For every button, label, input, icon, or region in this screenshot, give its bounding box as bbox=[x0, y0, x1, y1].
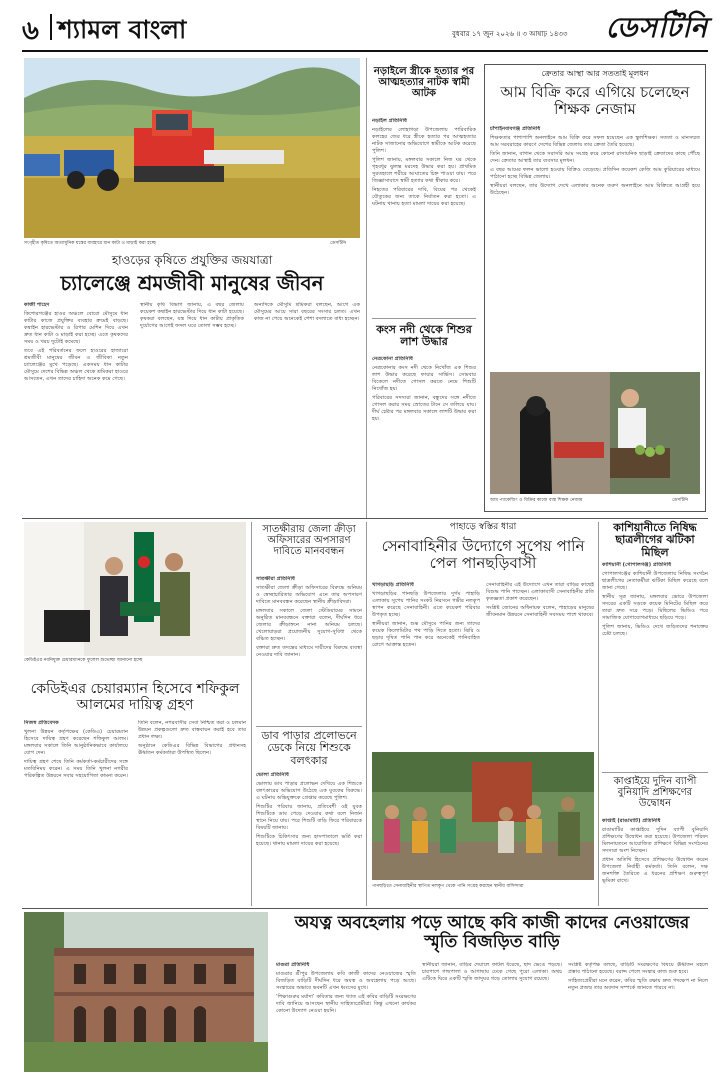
haor-para-2: তবে এই পরিবর্তনের ফলে হাওরের হাজারো শ্রমজীবী মানুষের জীবন ও জীবিকা নতুন চ্যালেঞ্জের মুখে পড়েছে। একসময় ধান কাটার মৌসুমে দেশের বিভিন্ন অঞ্চল থেকে শ্রমিকরা হাওরে আসতেন, এখন তাদের চাহিদা অনেক কমে গেছে। bbox=[24, 348, 128, 382]
kdea-para-3: তিনি বলেন, নগরবাসীর সেবা নিশ্চিত করা ও চলমান উন্নয়ন প্রকল্পগুলো দ্রুত বাস্তবায়ন করাই হবে তার প্রধান লক্ষ্য। bbox=[138, 720, 246, 740]
kazi-para-4: সংশ্লিষ্ট কর্তৃপক্ষ বলছে, বাড়িটি সংরক্ষণের বিষয়ে ঊর্ধ্বতন মহলে প্রস্তাব পাঠানো হয়েছে। বরাদ্দ পেলে সংস্কার কাজ শুরু হবে। bbox=[568, 962, 708, 975]
section-title: শ্যামল বাংলা bbox=[58, 15, 187, 44]
water-kicker: পাহাড়ে স্বস্তির ধারা bbox=[449, 522, 517, 532]
mango-caption: আম প্যাকেজিং ও বিক্রির কাজে ব্যস্ত শিক্ষক নেজাম bbox=[490, 498, 583, 503]
water-dateline: খাগড়াছড়ি প্রতিনিধি bbox=[372, 582, 414, 588]
harvester-caption: সংগৃহীত কৃষিতে অত্যাধুনিক যন্ত্রের ব্যবহারে ধান কাটা ও মাড়াই করা হচ্ছে bbox=[24, 241, 156, 246]
mango-dateline: চাঁপাইনবাবগঞ্জ প্রতিনিধি bbox=[490, 126, 541, 132]
kashiani-body bbox=[602, 562, 708, 774]
narail-headline: নড়াইলে স্ত্রীকে হত্যার পর আত্মহত্যার নাটক স্বামী আটক bbox=[373, 66, 475, 100]
kazi-headline: অযত্ন অবহেলায় পড়ে আছে কবি কাজী কাদের নেওয়াজের স্মৃতি বিজড়িত বাড়ি bbox=[294, 913, 690, 953]
haor-body-col-3 bbox=[254, 302, 360, 512]
dab-headline: ডাব পাড়ার প্রলোভনে ডেকে নিয়ে শিশুকে বলৎকার bbox=[261, 729, 357, 767]
kdea-photo bbox=[24, 522, 246, 656]
kazi-body-col-3 bbox=[568, 962, 708, 1074]
haor-kicker: হাওড়ের কৃষিতে প্রযুক্তির জয়যাত্রা bbox=[111, 253, 273, 267]
kdea-para-4: অনুষ্ঠানে কেডিএর বিভিন্ন বিভাগের প্রধানসহ ঊর্ধ্বতন কর্মকর্তারা উপস্থিত ছিলেন। bbox=[138, 743, 246, 756]
kdea-body-col-1 bbox=[24, 720, 128, 904]
kaptai-dateline: কাপ্তাই (রাঙামাটি) প্রতিনিধি bbox=[602, 818, 661, 824]
page-header bbox=[22, 8, 708, 46]
header-rule bbox=[22, 50, 708, 52]
satkhira-dateline: সাতক্ষীরা প্রতিনিধি bbox=[256, 576, 295, 582]
kazi-body-col-1 bbox=[276, 962, 416, 1074]
haor-para-1: কিশোরগঞ্জের হাওর অঞ্চলে বোরো মৌসুমে ধান কাটার কাজে প্রযুক্তির ব্যবহার ক্রমেই বাড়ছে। কম্বাইন হারভেস্টার ও রিপার মেশিন দিয়ে এখন দ্রুত ধান কাটা ও মাড়াই করা হচ্ছে। এতে কৃষকদের সময় ও খরচ দুটোই কমেছে। bbox=[24, 311, 128, 345]
water-para-4: সংশ্লিষ্ট জোনের অধিনায়ক বলেন, পাহাড়ের মানুষের জীবনমান উন্নয়নে সেনাবাহিনী সবসময় পাশে থাকবে। bbox=[486, 605, 594, 618]
dab-para-1: ভোলায় ডাব পাড়ার প্রলোভন দেখিয়ে এক শিশুকে বলৎকারের অভিযোগ উঠেছে এক যুবকের বিরুদ্ধে। এ ঘটনায় অভিযুক্তকে গ্রেপ্তার করেছে পুলিশ। bbox=[256, 781, 362, 801]
harvester-illustration bbox=[24, 58, 360, 238]
mango-headline: আম বিক্রি করে এগিয়ে চলেছেন শিক্ষক নেজাম bbox=[500, 83, 690, 118]
haor-body-col-2 bbox=[140, 302, 244, 512]
kaptai-para-2: প্রধান অতিথি হিসেবে প্রশিক্ষণের উদ্বোধন করেন উপজেলা নির্বাহী কর্মকর্তা। তিনি বলেন, দক্ষ জনশক্তি তৈরিতে এ ধরনের প্রশিক্ষণ গুরুত্বপূর্ণ ভূমিকা রাখে। bbox=[602, 857, 708, 884]
mango-para-4: স্থানীয়রা বলছেন, তার উদ্যোগ দেখে এলাকার অনেক তরুণ অনলাইনে আম বিক্রিতে আগ্রহী হয়ে উঠেছেন। bbox=[490, 183, 700, 196]
satkhira-para-3: বক্তারা দ্রুত তদন্তের মাধ্যমে দায়ীদের বিরুদ্ধে ব্যবস্থা নেওয়ার দাবি জানান। bbox=[256, 645, 362, 658]
kazi-para-2: ‘শিক্ষাগুরুর মর্যাদা’ কবিতার জন্য খ্যাত এই কবির বাড়িটি সংরক্ষণের দাবি জানিয়ে আসছেন স্থানীয় সাহিত্যপ্রেমীরা। কিন্তু এখনো কার্যকর কোনো উদ্যোগ নেওয়া হয়নি। bbox=[276, 994, 416, 1014]
kdea-dateline: নিজস্ব প্রতিবেদক bbox=[24, 720, 59, 726]
section-rule bbox=[602, 772, 708, 773]
haor-para-3: স্থানীয় কৃষি বিভাগ জানায়, এ বছর জেলায় কয়েকশ কম্বাইন হারভেস্টার দিয়ে ধান কাটা হয়েছে। কৃষকরা বলছেন, যন্ত্র দিয়ে ধান কাটায় প্রাকৃতিক দুর্যোগের আগেই ফসল ঘরে তোলা সম্ভব হচ্ছে। bbox=[140, 302, 244, 329]
water-body-col-1 bbox=[372, 582, 480, 748]
dab-dateline: ভোলা প্রতিনিধি bbox=[256, 772, 289, 778]
narail-dateline: নড়াইল প্রতিনিধি bbox=[372, 118, 407, 124]
narail-body bbox=[372, 118, 476, 314]
kdea-para-2: দায়িত্ব গ্রহণ শেষে তিনি কর্মকর্তা-কর্মচারীদের সঙ্গে মতবিনিময় করেন। এ সময় তিনি খুলনা নগরীর পরিকল্পিত উন্নয়নে সবার সহযোগিতা কামনা করেন। bbox=[24, 759, 128, 779]
kdea-headline: কেডিইএর চেয়ারম্যান হিসেবে শফিকুল আলমের দায়িত্ব গ্রহণ bbox=[30, 681, 240, 713]
kangsha-dateline: নেত্রকোনা প্রতিনিধি bbox=[372, 356, 413, 362]
section-rule bbox=[256, 726, 362, 727]
haor-para-4: অন্যদিকে মৌসুমি শ্রমিকরা বলছেন, আগে এক মৌসুমের আয়ে সারা বছরের সংসার চলত। এখন কাজ না পেয়ে অনেকেই পেশা বদলাতে বাধ্য হচ্ছেন। bbox=[254, 302, 360, 322]
water-para-3: সেনাবাহিনীর এই উদ্যোগে এখন তারা বাড়ির কাছেই বিশুদ্ধ পানি পাচ্ছেন। এলাকাবাসী সেনাবাহিনীর প্রতি কৃতজ্ঞতা প্রকাশ করেছেন। bbox=[486, 582, 594, 602]
kashiani-para-2: স্থানীয় সূত্র জানায়, মঙ্গলবার ভোরে উপজেলা সদরের একটি সড়কে কয়েক মিনিটের মিছিল করে তারা দ্রুত সরে পড়ে। মিছিলের ভিডিও পরে সামাজিক যোগাযোগমাধ্যমে ছড়িয়ে পড়ে। bbox=[602, 594, 708, 621]
satkhira-body bbox=[256, 576, 362, 722]
kdea-caption: কেডিইএর নবনিযুক্ত চেয়ারম্যানকে ফুলেল শুভেচ্ছা জানানো হচ্ছে bbox=[24, 658, 143, 663]
narail-para-3: নিহতের পরিবারের দাবি, বিয়ের পর থেকেই যৌতুকের জন্য তাকে নির্যাতন করা হতো। এ ঘটনায় থানায় হত্যা মামলা দায়ের করা হয়েছে। bbox=[372, 187, 476, 207]
horizontal-rule bbox=[22, 908, 708, 909]
kaptai-headline: কাপ্তাইয়ে দুদিন ব্যাপী বুনিয়াদি প্রশিক্ষণের উদ্বোধন bbox=[613, 776, 697, 810]
column-rule bbox=[366, 522, 367, 906]
horizontal-rule bbox=[22, 518, 708, 519]
dab-body bbox=[256, 772, 362, 904]
water-headline: সেনাবাহিনীর উদ্যোগে সুপেয় পানি পেল পানছড়িবাসী bbox=[381, 537, 585, 572]
dab-para-2: শিশুটির পরিবার জানায়, প্রতিবেশী ওই যুবক শিশুটিকে ডাব পেড়ে দেওয়ার কথা বলে নির্জন স্থানে নিয়ে যায়। পরে শিশুটি বাড়ি ফিরে পরিবারকে বিষয়টি জানায়। bbox=[256, 804, 362, 831]
mango-kicker: ক্রেতার আস্থা আর সততাই মূলধন bbox=[541, 69, 649, 78]
mango-illustration bbox=[490, 372, 700, 494]
water-para-2: স্থানীয়রা জানান, শুষ্ক মৌসুমে পানির জন্য তাদের কয়েক কিলোমিটার পথ পাড়ি দিতে হতো। ঝিরি ও ছড়ার দূষিত পানি পান করে অনেকেই পানিবাহিত রোগে আক্রান্ত হতেন। bbox=[372, 621, 480, 648]
harvester-credit: ডেসটিনি bbox=[330, 241, 347, 246]
mango-body bbox=[490, 126, 700, 364]
mango-para-2: তিনি জানান, বাগান থেকে সরাসরি আম সংগ্রহ করে কোনো রাসায়নিক ছাড়াই ক্রেতাদের কাছে পৌঁছে দেন। ক্রেতার আস্থাই তার ব্যবসার মূলধন। bbox=[490, 151, 700, 164]
kashiani-headline: কাশিয়ানীতে নিষিদ্ধ ছাত্রলীগের ঝটিকা মিছিল bbox=[613, 521, 697, 559]
kazi-dateline: মাগুরা প্রতিনিধি bbox=[276, 962, 310, 968]
kaptai-para-1: রাঙামাটির কাপ্তাইয়ে দুদিন ব্যাপী বুনিয়াদি প্রশিক্ষণের উদ্বোধন করা হয়েছে। উপজেলা পরিষদ মিলনায়তনে আয়োজিত প্রশিক্ষণে বিভিন্ন সংগঠনের সদস্যরা অংশ নিচ্ছেন। bbox=[602, 827, 708, 854]
kangsha-para-1: নেত্রকোনার কংস নদী থেকে নিখোঁজ এক শিশুর লাশ উদ্ধার করেছে ফায়ার সার্ভিস। সোমবার বিকেলে নদীতে গোসল করতে নেমে শিশুটি নিখোঁজ হয়। bbox=[372, 365, 476, 392]
kashiani-para-3: পুলিশ জানায়, ভিডিও দেখে জড়িতদের শনাক্তের চেষ্টা চলছে। bbox=[602, 624, 708, 637]
section-rule bbox=[372, 318, 476, 319]
kdea-para-1: খুলনা উন্নয়ন কর্তৃপক্ষের (কেডিএ) চেয়ারম্যান হিসেবে দায়িত্ব গ্রহণ করেছেন শফিকুল আলম। মঙ্গলবার সকালে তিনি আনুষ্ঠানিকভাবে কার্যালয়ে যোগ দেন। bbox=[24, 729, 128, 756]
kashiani-dateline: কাশিয়ানী (গোপালগঞ্জ) প্রতিনিধি bbox=[602, 562, 672, 568]
mango-credit: ডেসটিনি bbox=[672, 498, 689, 503]
brand-logo: ডেসটিনি bbox=[605, 11, 708, 44]
kazi-house-illustration bbox=[24, 912, 268, 1072]
narail-para-2: পুলিশ জানায়, মঙ্গলবার সকালে নিজ ঘর থেকে গৃহবধূর ঝুলন্ত মরদেহ উদ্ধার করা হয়। প্রাথমিক সুরতহালে শরীরে আঘাতের চিহ্ন পাওয়া যায়। পরে জিজ্ঞাসাবাদে স্বামী হত্যার কথা স্বীকার করে। bbox=[372, 157, 476, 184]
water-photo bbox=[372, 752, 594, 880]
water-body-col-2 bbox=[486, 582, 594, 748]
water-para-1: খাগড়াছড়ির পানছড়ি উপজেলার দুর্গম পাহাড়ি এলাকায় সুপেয় পানির সংকট নিরসনে গভীর নলকূপ স্থাপন করেছে সেনাবাহিনী। এতে কয়েকশ পরিবার উপকৃত হচ্ছে। bbox=[372, 591, 480, 618]
kazi-para-3: স্থানীয়রা জানান, বাড়ির দেয়ালে ফাটল ধরেছে, ছাদ ভেঙে পড়ছে। চারপাশে গাছপালা ও আগাছায় ঢেকে গেছে পুরো এলাকা। অথচ এটিকে ঘিরে একটি স্মৃতি জাদুঘর গড়ে তোলার সুযোগ রয়েছে। bbox=[422, 962, 562, 982]
satkhira-para-1: সাতক্ষীরা জেলা ক্রীড়া অফিসারের বিরুদ্ধে অনিয়ম ও স্বেচ্ছাচারিতার অভিযোগ এনে তার অপসারণ দাবিতে মানববন্ধন করেছেন স্থানীয় ক্রীড়াবিদরা। bbox=[256, 585, 362, 605]
kazi-para-1: মাগুরার শ্রীপুর উপজেলায় কবি কাজী কাদের নেওয়াজের স্মৃতি বিজড়িত বাড়িটি দীর্ঘদিন ধরে অযত্ন ও অবহেলায় পড়ে আছে। সংস্কারের অভাবে ভবনটি এখন ধ্বংসের মুখে। bbox=[276, 971, 416, 991]
narail-para-1: নড়াইলের লোহাগড়া উপজেলায় পারিবারিক কলহের জের ধরে স্ত্রীকে হত্যার পর আত্মহত্যার নাটক সাজানোর অভিযোগে স্বামীকে আটক করেছে পুলিশ। bbox=[372, 127, 476, 154]
kangsha-para-2: পরিবারের সদস্যরা জানান, বন্ধুদের সঙ্গে নদীতে গোসল করার সময় স্রোতের টানে সে তলিয়ে যায়। দীর্ঘ চেষ্টার পর মঙ্গলবার সকালে লাশটি উদ্ধার করা হয়। bbox=[372, 395, 476, 422]
kazi-body-col-2 bbox=[422, 962, 562, 1074]
mango-photo bbox=[490, 372, 700, 494]
kazi-para-5: সাহিত্যপ্রেমীরা মনে করেন, কবির স্মৃতি রক্ষায় দ্রুত পদক্ষেপ না নিলে নতুন প্রজন্ম তার অবদান সম্পর্কে জানতে পারবে না। bbox=[568, 978, 708, 991]
page-number: ৬ bbox=[22, 16, 39, 46]
haor-body-col-1 bbox=[24, 302, 128, 512]
kashiani-para-1: গোপালগঞ্জের কাশিয়ানী উপজেলায় নিষিদ্ধ সংগঠন ছাত্রলীগের নেতাকর্মীরা ঝটিকা মিছিল করেছে বলে জানা গেছে। bbox=[602, 571, 708, 591]
kangsha-headline: কংস নদী থেকে শিশুর লাশ উদ্ধার bbox=[376, 323, 472, 349]
satkhira-headline: সাতক্ষীরায় জেলা ক্রীড়া অফিসারের অপসারণ দাবিতে মানববন্ধন bbox=[262, 524, 356, 558]
water-illustration bbox=[372, 752, 594, 880]
kdea-illustration bbox=[24, 522, 246, 656]
haor-dateline: কাজী শাহেদ bbox=[24, 302, 50, 308]
dab-para-3: শিশুটিকে চিকিৎসার জন্য হাসপাতালে ভর্তি করা হয়েছে। থানায় মামলা দায়ের করা হয়েছে। bbox=[256, 834, 362, 847]
kdea-body-col-2 bbox=[138, 720, 246, 904]
kaptai-body bbox=[602, 818, 708, 904]
column-rule bbox=[366, 58, 367, 518]
water-caption: পানছড়িতে সেনাবাহিনীর স্থাপিত নলকূপ থেকে পানি সংগ্রহ করছেন স্থানীয় বাসিন্দারা bbox=[372, 884, 524, 889]
haor-headline: চ্যালেঞ্জে শ্রমজীবী মানুষের জীবন bbox=[60, 271, 324, 295]
column-rule bbox=[251, 522, 252, 906]
header-divider bbox=[50, 14, 52, 40]
column-rule bbox=[598, 522, 599, 906]
mango-para-3: এ বছর আমের ফলন ভালো হওয়ায় বিক্রিও বেড়েছে। প্রতিদিন কয়েকশ কেজি আম কুরিয়ারের মাধ্যমে পাঠানো হচ্ছে বিভিন্ন জেলায়। bbox=[490, 167, 700, 180]
kangsha-body bbox=[372, 356, 476, 514]
issue-date: বুধবার ১৭ জুন ২০২৬ ॥ ৩ আষাঢ় ১৪৩৩ bbox=[452, 30, 568, 38]
mango-para-1: শিক্ষকতার পাশাপাশি অনলাইনে আম বিক্রি করে সফল হয়েছেন এক স্কুলশিক্ষক। সততা ও মানসম্মত আম সরবরাহের কারণে দেশের বিভিন্ন জেলায় তার ক্রেতা তৈরি হয়েছে। bbox=[490, 135, 700, 148]
kazi-house-photo bbox=[24, 912, 268, 1072]
satkhira-para-2: মঙ্গলবার সকালে জেলা স্টেডিয়ামের সামনে অনুষ্ঠিত মানববন্ধনে বক্তারা বলেন, দীর্ঘদিন ধরে জেলার ক্রীড়াঙ্গনে নানা অনিয়ম চলছে। খেলোয়াড়রা প্রয়োজনীয় সুযোগ-সুবিধা থেকে বঞ্চিত হচ্ছেন। bbox=[256, 608, 362, 642]
harvester-photo bbox=[24, 58, 360, 238]
